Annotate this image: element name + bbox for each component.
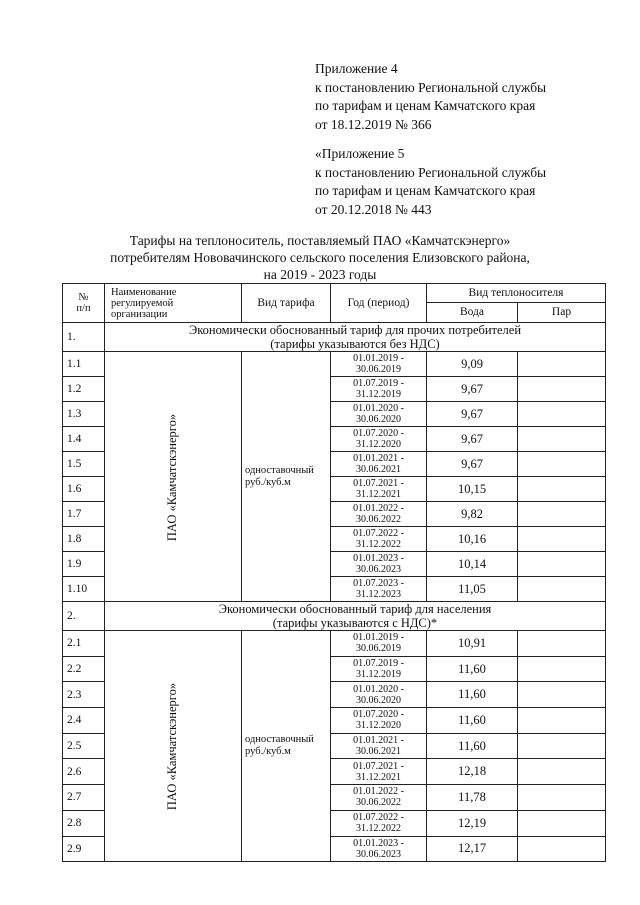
row-num: 1.3 — [63, 402, 105, 427]
steam-value — [518, 427, 606, 452]
period-end: 30.06.2022 — [356, 797, 401, 809]
water-value: 10,15 — [427, 477, 518, 502]
row-num: 1.2 — [63, 377, 105, 402]
tariff-type-line1: одноставочный — [245, 734, 314, 746]
period-start: 01.07.2021 - — [353, 760, 404, 772]
steam-value — [518, 631, 606, 657]
period-end: 31.12.2022 — [356, 823, 401, 835]
row-num: 1.6 — [63, 477, 105, 502]
steam-value — [518, 402, 606, 427]
period-start: 01.01.2020 - — [353, 403, 404, 414]
period-end: 30.06.2019 — [356, 643, 401, 655]
period-end: 31.12.2020 — [356, 439, 401, 450]
period-start: 01.01.2023 - — [353, 553, 404, 564]
water-value: 10,14 — [427, 552, 518, 577]
steam-value — [518, 785, 606, 811]
period-cell — [331, 810, 427, 836]
period-start: 01.07.2019 - — [353, 378, 404, 389]
section2-title-l2: (тарифы указываются с НДС)* — [272, 616, 438, 630]
period-cell — [331, 377, 427, 402]
water-value: 12,19 — [427, 810, 518, 836]
period-cell — [331, 527, 427, 552]
period-cell — [331, 785, 427, 811]
header-num — [63, 284, 105, 323]
row-num: 1.8 — [63, 527, 105, 552]
header-org — [105, 284, 242, 323]
period-end: 30.06.2021 — [356, 464, 401, 475]
period-cell — [331, 502, 427, 527]
tariff-type-cell — [242, 631, 331, 862]
period-end: 31.12.2021 — [356, 771, 401, 783]
appendix4-line4: от 18.12.2019 № 366 — [315, 116, 432, 132]
water-value: 9,67 — [427, 427, 518, 452]
period-start: 01.01.2022 - — [353, 786, 404, 798]
water-value: 11,60 — [427, 656, 518, 682]
header-num-l1: № — [78, 292, 89, 303]
steam-value — [518, 708, 606, 734]
period-start: 01.01.2019 - — [353, 353, 404, 364]
steam-value — [518, 810, 606, 836]
period-start: 01.01.2021 - — [353, 735, 404, 747]
period-cell — [331, 656, 427, 682]
appendix4-line2: к постановлению Региональной службы — [315, 79, 547, 95]
period-cell — [331, 352, 427, 377]
period-start: 01.07.2022 - — [353, 812, 404, 824]
period-cell — [331, 759, 427, 785]
period-end: 31.12.2020 — [356, 720, 401, 732]
period-cell — [331, 402, 427, 427]
water-value: 9,67 — [427, 377, 518, 402]
period-cell — [331, 708, 427, 734]
row-num: 2.5 — [63, 733, 105, 759]
period-end: 30.06.2023 — [356, 564, 401, 575]
water-value: 10,91 — [427, 631, 518, 657]
section1-num: 1. — [63, 323, 105, 352]
row-num: 2.2 — [63, 656, 105, 682]
section2-title — [105, 602, 606, 631]
section1-title — [105, 323, 606, 352]
table-row — [63, 631, 606, 657]
organization-name: ПАО «Камчатскэнерго» — [165, 682, 180, 811]
period-cell — [331, 836, 427, 862]
organization-cell — [105, 352, 242, 602]
period-end: 30.06.2020 — [356, 694, 401, 706]
tariff-type-line2: руб./куб.м — [245, 476, 291, 488]
title-line1: Тарифы на теплоноситель, поставляемый ПАО «Камчатскэнерго» — [129, 233, 511, 248]
water-value: 12,18 — [427, 759, 518, 785]
water-value: 11,60 — [427, 733, 518, 759]
water-value: 11,60 — [427, 682, 518, 708]
period-start: 01.07.2021 - — [353, 478, 404, 489]
row-num: 1.10 — [63, 577, 105, 602]
period-start: 01.07.2020 - — [353, 428, 404, 439]
table-row — [63, 352, 606, 377]
period-cell — [331, 452, 427, 477]
section2-title-l1: Экономически обоснованный тариф для населения — [218, 602, 492, 616]
period-start: 01.07.2023 - — [353, 578, 404, 589]
period-end: 31.12.2021 — [356, 489, 401, 500]
period-cell — [331, 552, 427, 577]
water-value: 9,82 — [427, 502, 518, 527]
tariff-type-line2: руб./куб.м — [245, 746, 291, 758]
row-num: 1.7 — [63, 502, 105, 527]
period-start: 01.01.2022 - — [353, 503, 404, 514]
appendix5-block — [315, 145, 546, 219]
period-end: 31.12.2023 — [356, 589, 401, 600]
water-value: 10,16 — [427, 527, 518, 552]
period-cell — [331, 682, 427, 708]
document-title — [0, 232, 640, 283]
organization-name: ПАО «Камчатскэнерго» — [165, 413, 180, 541]
steam-value — [518, 682, 606, 708]
appendix5-line4: от 20.12.2018 № 443 — [315, 201, 432, 217]
steam-value — [518, 836, 606, 862]
appendix5-line2: к постановлению Региональной службы — [315, 164, 547, 180]
steam-value — [518, 656, 606, 682]
period-start: 01.07.2019 - — [353, 658, 404, 670]
tariff-type-cell — [242, 352, 331, 602]
title-line3: на 2019 - 2023 годы — [263, 267, 377, 282]
steam-value — [518, 502, 606, 527]
steam-value — [518, 352, 606, 377]
row-num: 1.4 — [63, 427, 105, 452]
period-end: 31.12.2022 — [356, 539, 401, 550]
water-value: 11,60 — [427, 708, 518, 734]
section2-row — [63, 602, 606, 631]
period-start: 01.01.2020 - — [353, 683, 404, 695]
header-carrier: Вид теплоносителя — [427, 284, 606, 303]
period-end: 30.06.2021 — [356, 746, 401, 758]
period-end: 31.12.2019 — [356, 389, 401, 400]
period-start: 01.01.2021 - — [353, 453, 404, 464]
header-org-l2: регулируемой — [111, 297, 174, 309]
period-start: 01.07.2022 - — [353, 528, 404, 539]
steam-value — [518, 733, 606, 759]
appendix4-block — [315, 60, 546, 134]
header-tariff-type: Вид тарифа — [242, 284, 331, 323]
row-num: 2.3 — [63, 682, 105, 708]
period-end: 30.06.2022 — [356, 514, 401, 525]
header-steam: Пар — [518, 303, 606, 323]
steam-value — [518, 377, 606, 402]
period-end: 30.06.2020 — [356, 414, 401, 425]
appendix5-line3: по тарифам и ценам Камчатского края — [315, 183, 536, 198]
row-num: 2.7 — [63, 785, 105, 811]
row-num: 2.1 — [63, 631, 105, 657]
steam-value — [518, 452, 606, 477]
row-num: 1.5 — [63, 452, 105, 477]
period-start: 01.01.2023 - — [353, 837, 404, 849]
period-cell — [331, 477, 427, 502]
water-value: 9,67 — [427, 402, 518, 427]
water-value: 9,09 — [427, 352, 518, 377]
appendix5-line1: «Приложение 5 — [315, 146, 405, 161]
row-num: 2.4 — [63, 708, 105, 734]
period-end: 30.06.2019 — [356, 364, 401, 375]
appendix4-line1: Приложение 4 — [315, 61, 398, 76]
steam-value — [518, 577, 606, 602]
row-num: 1.1 — [63, 352, 105, 377]
water-value: 12,17 — [427, 836, 518, 862]
water-value: 11,78 — [427, 785, 518, 811]
period-start: 01.07.2020 - — [353, 709, 404, 721]
steam-value — [518, 477, 606, 502]
period-cell — [331, 733, 427, 759]
row-num: 1.9 — [63, 552, 105, 577]
row-num: 2.8 — [63, 810, 105, 836]
header-org-l1: Наименование — [111, 286, 177, 298]
header-period: Год (период) — [331, 284, 427, 323]
period-cell — [331, 577, 427, 602]
period-end: 30.06.2023 — [356, 848, 401, 860]
period-cell — [331, 631, 427, 657]
appendix4-line3: по тарифам и ценам Камчатского края — [315, 98, 536, 113]
period-cell — [331, 427, 427, 452]
row-num: 2.9 — [63, 836, 105, 862]
title-line2: потребителям Нововачинского сельского поселения Елизовского района, — [110, 250, 530, 265]
steam-value — [518, 759, 606, 785]
period-start: 01.01.2019 - — [353, 632, 404, 644]
water-value: 9,67 — [427, 452, 518, 477]
tariff-type-line1: одноставочный — [245, 464, 314, 476]
water-value: 11,05 — [427, 577, 518, 602]
tariff-table — [62, 283, 606, 862]
steam-value — [518, 552, 606, 577]
header-water: Вода — [427, 303, 518, 323]
organization-cell — [105, 631, 242, 862]
steam-value — [518, 527, 606, 552]
section1-title-l2: (тарифы указываются без НДС) — [270, 337, 440, 351]
row-num: 2.6 — [63, 759, 105, 785]
section1-title-l1: Экономически обоснованный тариф для прочих потребителей — [188, 323, 522, 337]
period-end: 31.12.2019 — [356, 669, 401, 681]
section2-num: 2. — [63, 602, 105, 631]
header-org-l3: организации — [111, 308, 168, 320]
header-num-l2: п/п — [76, 303, 91, 314]
